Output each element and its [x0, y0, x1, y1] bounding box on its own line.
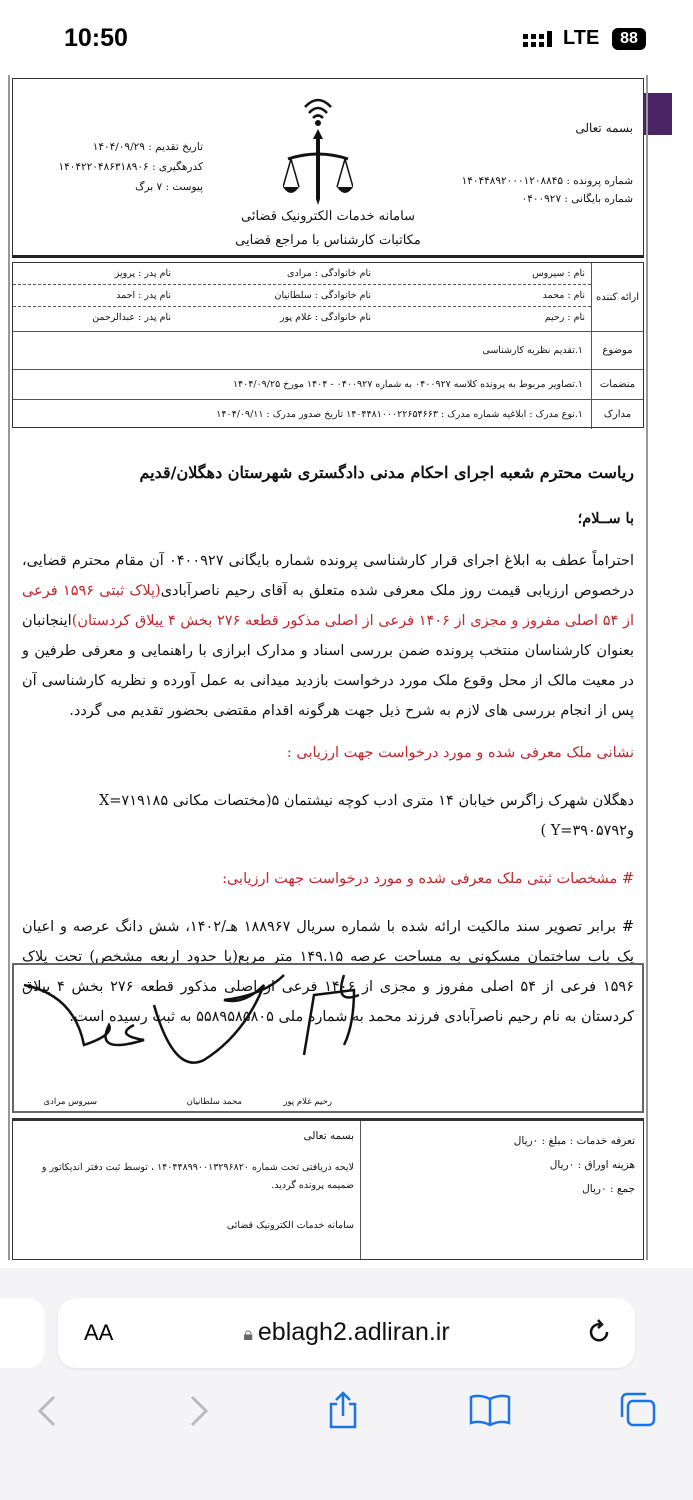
- archive-number: شماره بایگانی : ۰۴۰۰۹۲۷: [521, 193, 633, 205]
- party-father: نام پدر : عبدالرحمن: [92, 312, 171, 323]
- documents-label: مدارک: [591, 400, 643, 429]
- paper-fee: هزینه اوراق : ۰ریال: [549, 1159, 635, 1171]
- subject-row: [13, 331, 643, 369]
- forward-icon[interactable]: [186, 1393, 212, 1429]
- org-subtitle: مکاتبات کارشناس با مراجع قضایی: [235, 233, 421, 248]
- document-header: [12, 78, 644, 258]
- previous-tab-pill[interactable]: [0, 1298, 45, 1368]
- party-name: نام : سیروس: [532, 268, 585, 279]
- side-tab[interactable]: [644, 93, 672, 135]
- org-name: سامانه خدمات الکترونیک قضائی: [241, 209, 415, 224]
- party-family: نام خانوادگی : سلطانیان: [274, 290, 371, 301]
- signal-icon: [523, 30, 559, 50]
- url-display[interactable]: [58, 1318, 635, 1347]
- clock: 10:50: [64, 24, 128, 52]
- documents-value: ۱.نوع مدرک : ابلاغیه شماره مدرک : ۱۴۰۴۴۸۱۰۰۰۲۲۶۵۴۶۶۳ تاریخ صدور مدرک : ۱۴۰۴/۰۹/۱۱: [216, 409, 583, 420]
- attachments-label: منضمات: [591, 370, 643, 399]
- network-type: LTE: [563, 27, 600, 49]
- info-table: [12, 262, 644, 428]
- receipt-footer: سامانه خدمات الکترونیک قضائی: [226, 1220, 354, 1231]
- party-name: نام : محمد: [542, 290, 585, 301]
- parties-row: [13, 263, 643, 331]
- party-name: نام : رحیم: [544, 312, 585, 323]
- attachment-count: پیوست : ۷ برگ: [135, 181, 203, 193]
- subject-label: موضوع: [591, 332, 643, 369]
- url-text: eblagh2.adliran.ir: [257, 1318, 450, 1346]
- back-icon[interactable]: [34, 1393, 60, 1429]
- bookmarks-icon[interactable]: [468, 1393, 512, 1427]
- signatures: [12, 963, 644, 1113]
- parties-label: ارائه کننده: [591, 263, 643, 331]
- status-bar: [0, 0, 693, 75]
- share-icon[interactable]: [326, 1390, 360, 1430]
- subject-value: ۱.تقدیم نظریه کارشناسی: [482, 345, 583, 356]
- address-heading: نشانی ملک معرفی شده و مورد درخواست جهت ارزیابی :: [286, 745, 634, 761]
- receipt-box: [12, 1118, 644, 1260]
- tabs-icon[interactable]: [618, 1391, 658, 1429]
- signer-name: محمد سلطانیان: [186, 1097, 242, 1107]
- attachments-row: [13, 369, 643, 399]
- lock-icon: 🔒︎: [243, 1324, 258, 1344]
- handwritten-signatures: [14, 965, 650, 1095]
- party-family: نام خانوادگی : غلام پور: [280, 312, 371, 323]
- registry-heading: # مشخصات ثبتی ملک معرفی شده و مورد درخواست جهت ارزیابی:: [222, 871, 634, 887]
- service-fee: تعرفه خدمات : مبلغ : ۰ریال: [513, 1135, 635, 1147]
- text-size-button[interactable]: AA: [84, 1320, 114, 1345]
- document: [8, 75, 648, 1260]
- battery-icon: 88: [612, 28, 646, 50]
- party-father: نام پدر : پرویز: [114, 268, 171, 279]
- tracking-code: کدرهگیری : ۱۴۰۴۲۲۰۴۸۶۳۱۸۹۰۶: [58, 161, 203, 173]
- submit-date: تاریخ تقدیم : ۱۴۰۴/۰۹/۲۹: [92, 141, 203, 153]
- registry-text: # برابر تصویر سند مالکیت ارائه شده با شماره سریال ۱۸۸۹۶۷ هـ/۱۴۰۲، شش دانگ عرصه و اعیان یک باب ساختمان مسکونی به مساحت عرصه ۱۴۹.۱۵ متر مربع(با حدود اربعه مشخص) تحت پلاک ۱۵۹۶ فرعی از ۵۴ اصلی مفروز و مجزی از ۱۴۰۶ فرعی از اصلی مذکور قطعه ۲۷۶ بخش ۴ ییلاق کردستان به نام رحیم ناصرآبادی فرزند محمد به شماره ملی ۵۵۸۹۵۸۵۸۰۵ به ثبت رسیده است.: [22, 919, 634, 1025]
- highlight: (پلاک ثبتی ۱۵۹۶ فرعی از ۵۴ اصلی مفروز و مجزی از ۱۴۰۶ فرعی از اصلی مذکور قطعه ۲۷۶ بخش ۴ ییلاق کردستان): [22, 583, 635, 629]
- reload-icon[interactable]: [585, 1318, 613, 1346]
- receipt-text: لایحه دریافتی تحت شماره ۱۴۰۴۴۸۹۹۰۰۱۳۲۹۶۸۲۰ ، توسط ثبت دفتر اندیکاتور و ضمیمه پرونده گردید.: [41, 1162, 354, 1191]
- bismillah: بسمه تعالی: [575, 121, 633, 135]
- total-fee: جمع : ۰ریال: [582, 1183, 635, 1195]
- attachments-value: ۱.تصاویر مربوط به پرونده کلاسه ۰۴۰۰۹۲۷ به شماره ۰۴۰۰۹۲۷ - ۱۴۰۴ مورخ ۱۴۰۴/۰۹/۲۵: [232, 379, 583, 390]
- documents-row: [13, 399, 643, 429]
- scales-of-justice-logo: [283, 87, 353, 207]
- party-father: نام پدر : احمد: [116, 290, 171, 301]
- file-number: شماره پرونده : ۱۴۰۴۴۸۹۲۰۰۰۱۲۰۸۸۴۵: [461, 175, 633, 187]
- greeting: با ســلام؛: [577, 510, 634, 527]
- text: احتراماً عطف به ابلاغ اجرای قرار کارشناسی پرونده شماره بایگانی ۰۴۰۰۹۲۷ آن مقام محترم قضایی، درخصوص ارزیابی قیمت روز ملک معرفی شده متعلق به آقای رحیم ناصرآبادی: [22, 553, 634, 599]
- party-family: نام خانوادگی : مرادی: [287, 268, 371, 279]
- signer-name: رحیم غلام پور: [283, 1097, 332, 1107]
- addressee: ریاست محترم شعبه اجرای احکام مدنی دادگستری شهرستان دهگلان/قدیم: [139, 463, 634, 482]
- text: اینجانبان بعنوان کارشناسان منتخب پرونده ضمن بررسی اسناد و مدارک ابرازی با راهنمایی و معرفی طرفین و در معیت مالک از محل وقوع ملک مورد درخواست بازدید میدانی به عمل آورده و نظریه کارشناسی آن پس از انجام بررسی های لازم به شرح ذیل جهت هرگونه اقدام مقتضی بحضور تقدیم می گردد.: [22, 613, 634, 719]
- address: دهگلان شهرک زاگرس خیابان ۱۴ متری ادب کوچه نیشتمان ۵(مختصات مکانی X=۷۱۹۱۸۵ وY=۳۹۰۵۷۹۲ ): [98, 793, 634, 839]
- paragraph: [22, 546, 634, 726]
- signer-name: سیروس مرادی: [43, 1097, 97, 1107]
- address-bar[interactable]: [58, 1298, 635, 1368]
- letter-body: [12, 430, 644, 1025]
- browser-toolbar: [0, 1268, 693, 1500]
- receipt-title: بسمه تعالی: [303, 1130, 354, 1142]
